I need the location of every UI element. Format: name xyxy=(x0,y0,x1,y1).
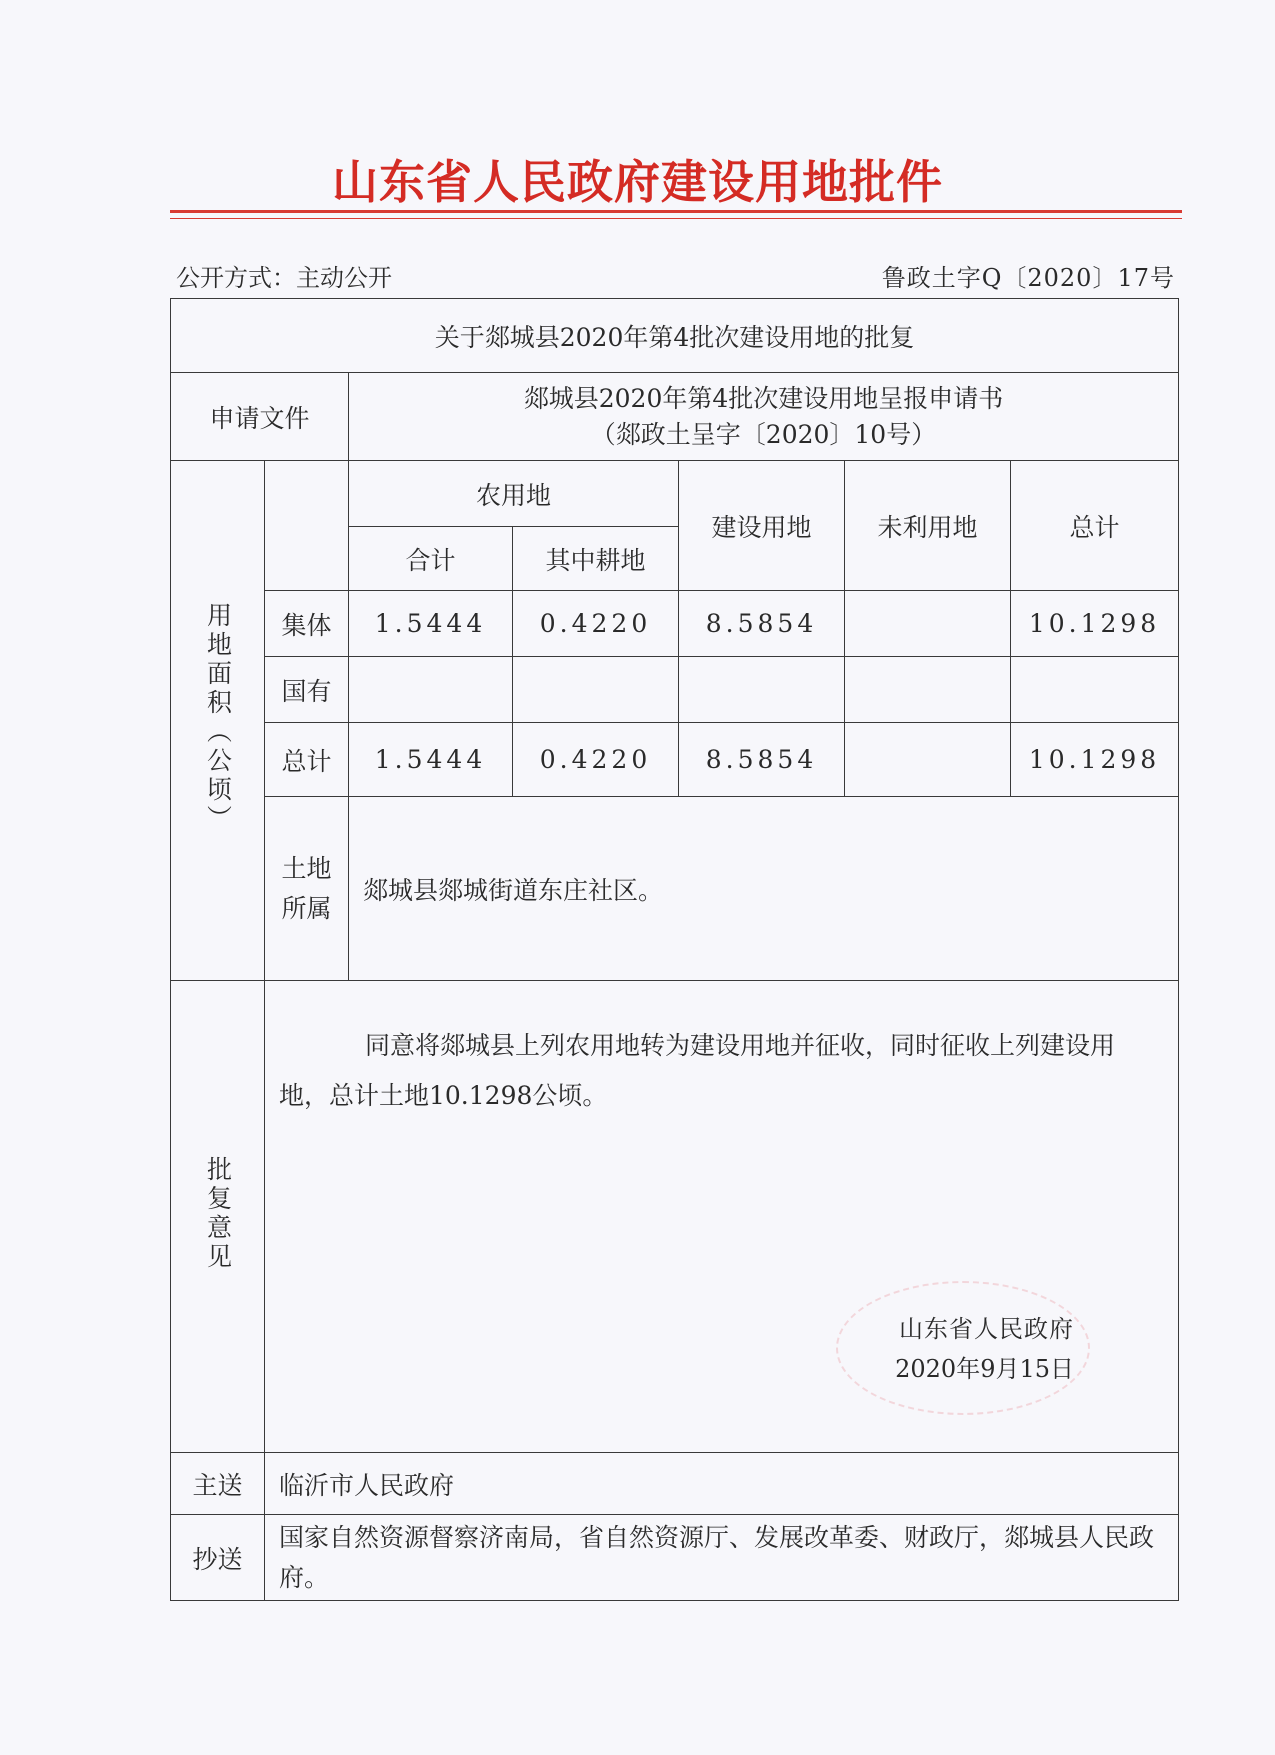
application-label: 申请文件 xyxy=(209,403,310,433)
opinion-text: 同意将郯城县上列农用地转为建设用地并征收，同时征收上列建设用地，总计土地10.1298公顷。 xyxy=(279,1031,1116,1110)
cc-value-cell xyxy=(265,1515,1179,1601)
agri-total-value: 1.5444 xyxy=(349,591,513,657)
unused-header: 未利用地 xyxy=(877,512,978,542)
ownership-label-cell xyxy=(265,797,349,981)
agri-total-header: 合计 xyxy=(405,545,456,575)
row-label: 总计 xyxy=(265,723,349,797)
area-label-cell xyxy=(171,461,265,981)
disclosure-mode: 公开方式：主动公开 xyxy=(176,264,392,292)
agri-total-value: 1.5444 xyxy=(349,723,513,797)
document-number: 鲁政土字Q〔2020〕17号 xyxy=(881,264,1175,292)
agri-total-value xyxy=(349,657,513,723)
construction-value: 8.5854 xyxy=(679,723,845,797)
main-recipient-value-cell xyxy=(265,1453,1179,1515)
issue-date: 2020年9月15日 xyxy=(895,1355,1075,1383)
construction-value: 8.5854 xyxy=(679,591,845,657)
title-rule-thick xyxy=(170,210,1182,213)
document-title: 山东省人民政府建设用地批件 xyxy=(332,155,943,209)
unused-value xyxy=(845,723,1011,797)
cultivated-value: 0.4220 xyxy=(513,723,679,797)
subject-text: 关于郯城县2020年第4批次建设用地的批复 xyxy=(434,322,915,352)
cc-label: 抄送 xyxy=(192,1544,243,1574)
main-recipient-label: 主送 xyxy=(192,1470,243,1500)
main-recipient-value: 临沂市人民政府 xyxy=(279,1470,455,1500)
cc-value: 国家自然资源督察济南局，省自然资源厅、发展改革委、财政厅，郯城县人民政府。 xyxy=(279,1522,1155,1592)
row-label: 国有 xyxy=(265,657,349,723)
row-label: 集体 xyxy=(265,591,349,657)
table-row xyxy=(171,591,1179,657)
header-blank-cell xyxy=(265,461,349,591)
grand-total-header-cell xyxy=(1011,461,1179,591)
grand-total-header: 总计 xyxy=(1069,512,1120,542)
grand-total-value: 10.1298 xyxy=(1011,591,1179,657)
official-seal xyxy=(836,1281,1090,1415)
application-label-cell xyxy=(171,373,349,461)
area-label: 用地面积（公顷） xyxy=(203,601,233,834)
application-line2: （郯政土呈字〔2020〕10号） xyxy=(590,419,937,449)
grand-total-value xyxy=(1011,657,1179,723)
cultivated-header-cell xyxy=(513,527,679,591)
agri-header: 农用地 xyxy=(475,480,551,510)
title-rule-thin xyxy=(170,218,1182,219)
table-row xyxy=(171,723,1179,797)
opinion-label-cell xyxy=(171,981,265,1453)
agri-header-cell xyxy=(349,461,679,527)
unused-value xyxy=(845,657,1011,723)
unused-value xyxy=(845,591,1011,657)
application-line1: 郯城县2020年第4批次建设用地呈报申请书 xyxy=(523,383,1004,413)
cultivated-value: 0.4220 xyxy=(513,591,679,657)
construction-header: 建设用地 xyxy=(711,512,812,542)
ownership-label: 土地所属 xyxy=(281,853,332,923)
grand-total-value: 10.1298 xyxy=(1011,723,1179,797)
table-row xyxy=(171,657,1179,723)
unused-header-cell xyxy=(845,461,1011,591)
main-recipient-label-cell xyxy=(171,1453,265,1515)
construction-header-cell xyxy=(679,461,845,591)
ownership-value: 郯城县郯城街道东庄社区。 xyxy=(363,875,664,905)
cc-label-cell xyxy=(171,1515,265,1601)
opinion-cell xyxy=(265,981,1179,1453)
cultivated-header: 其中耕地 xyxy=(545,545,646,575)
approval-form-table xyxy=(170,298,1179,1601)
issuing-org: 山东省人民政府 xyxy=(899,1315,1075,1343)
agri-total-header-cell xyxy=(349,527,513,591)
cultivated-value xyxy=(513,657,679,723)
opinion-label: 批复意见 xyxy=(203,1155,233,1272)
application-value-cell xyxy=(349,373,1179,461)
construction-value xyxy=(679,657,845,723)
ownership-value-cell xyxy=(349,797,1179,981)
subject-cell xyxy=(171,299,1179,373)
